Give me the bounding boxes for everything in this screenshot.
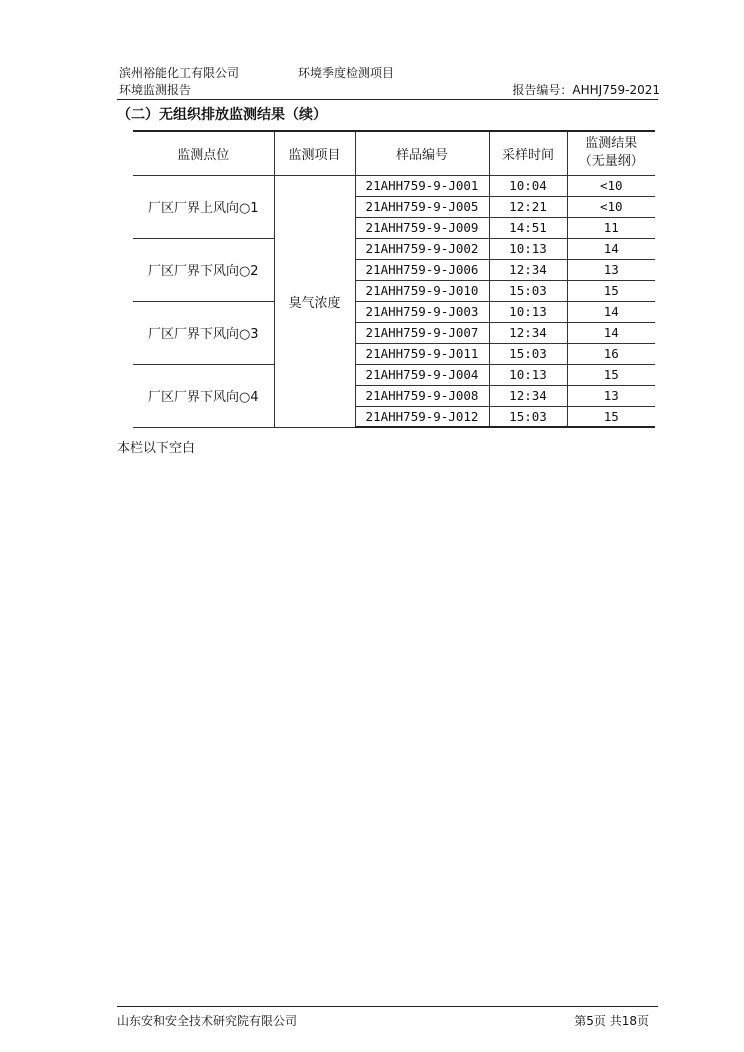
- sample-number-cell: 21AHH759-9-J002: [355, 238, 489, 259]
- sample-number-cell: 21AHH759-9-J011: [355, 343, 489, 364]
- sampling-time-cell: 14:51: [489, 217, 567, 238]
- monitoring-results-table: [133, 130, 655, 428]
- report-number: 报告编号：AHHJ759-2021: [512, 83, 660, 97]
- location-cell: 厂区厂界下风向○3: [133, 301, 274, 364]
- table-row: [133, 301, 655, 322]
- sampling-time-cell: 12:34: [489, 322, 567, 343]
- result-cell: 13: [567, 385, 655, 406]
- result-cell: <10: [567, 196, 655, 217]
- footer-rule: [117, 1006, 658, 1007]
- sampling-time-cell: 15:03: [489, 343, 567, 364]
- result-cell: 16: [567, 343, 655, 364]
- table-row: [133, 238, 655, 259]
- location-cell: 厂区厂界上风向○1: [133, 175, 274, 238]
- sampling-time-cell: 15:03: [489, 280, 567, 301]
- header-result: [567, 131, 655, 175]
- result-cell: <10: [567, 175, 655, 196]
- result-cell: 14: [567, 301, 655, 322]
- section-title: （二）无组织排放监测结果（续）: [117, 107, 327, 123]
- header-result-line2: （无量纲）: [578, 154, 644, 170]
- table-row: [133, 175, 655, 196]
- blank-below-note: 本栏以下空白: [117, 441, 196, 456]
- result-cell: 13: [567, 259, 655, 280]
- company-name: 滨州裕能化工有限公司: [119, 66, 240, 80]
- table-header-row: [133, 131, 655, 175]
- sampling-time-cell: 10:13: [489, 301, 567, 322]
- sampling-time-cell: 15:03: [489, 406, 567, 427]
- result-cell: 15: [567, 406, 655, 427]
- sample-number-cell: 21AHH759-9-J003: [355, 301, 489, 322]
- header-result-line1: 监测结果: [585, 136, 638, 152]
- sample-number-cell: 21AHH759-9-J008: [355, 385, 489, 406]
- document-type: 环境监测报告: [119, 83, 192, 97]
- sampling-time-cell: 10:13: [489, 364, 567, 385]
- sample-number-cell: 21AHH759-9-J004: [355, 364, 489, 385]
- result-cell: 14: [567, 322, 655, 343]
- header-location: 监测点位: [133, 131, 274, 175]
- sample-number-cell: 21AHH759-9-J007: [355, 322, 489, 343]
- header-sample-no: 样品编号: [355, 131, 489, 175]
- sample-number-cell: 21AHH759-9-J009: [355, 217, 489, 238]
- sample-number-cell: 21AHH759-9-J001: [355, 175, 489, 196]
- result-cell: 14: [567, 238, 655, 259]
- header-item: 监测项目: [274, 131, 355, 175]
- result-cell: 15: [567, 280, 655, 301]
- location-cell: 厂区厂界下风向○2: [133, 238, 274, 301]
- header-time: 采样时间: [489, 131, 567, 175]
- result-cell: 15: [567, 364, 655, 385]
- sampling-time-cell: 12:34: [489, 259, 567, 280]
- footer-institute: 山东安和安全技术研究院有限公司: [117, 1014, 298, 1028]
- table-row: [133, 364, 655, 385]
- result-cell: 11: [567, 217, 655, 238]
- sample-number-cell: 21AHH759-9-J012: [355, 406, 489, 427]
- item-cell: 臭气浓度: [274, 175, 355, 427]
- header-rule: [117, 99, 658, 100]
- sampling-time-cell: 12:34: [489, 385, 567, 406]
- location-cell: 厂区厂界下风向○4: [133, 364, 274, 427]
- sampling-time-cell: 12:21: [489, 196, 567, 217]
- sample-number-cell: 21AHH759-9-J010: [355, 280, 489, 301]
- sample-number-cell: 21AHH759-9-J006: [355, 259, 489, 280]
- table-body: [133, 175, 655, 427]
- sample-number-cell: 21AHH759-9-J005: [355, 196, 489, 217]
- sampling-time-cell: 10:04: [489, 175, 567, 196]
- sampling-time-cell: 10:13: [489, 238, 567, 259]
- footer-page-number: 第5页 共18页: [574, 1014, 649, 1028]
- project-name: 环境季度检测项目: [298, 66, 395, 80]
